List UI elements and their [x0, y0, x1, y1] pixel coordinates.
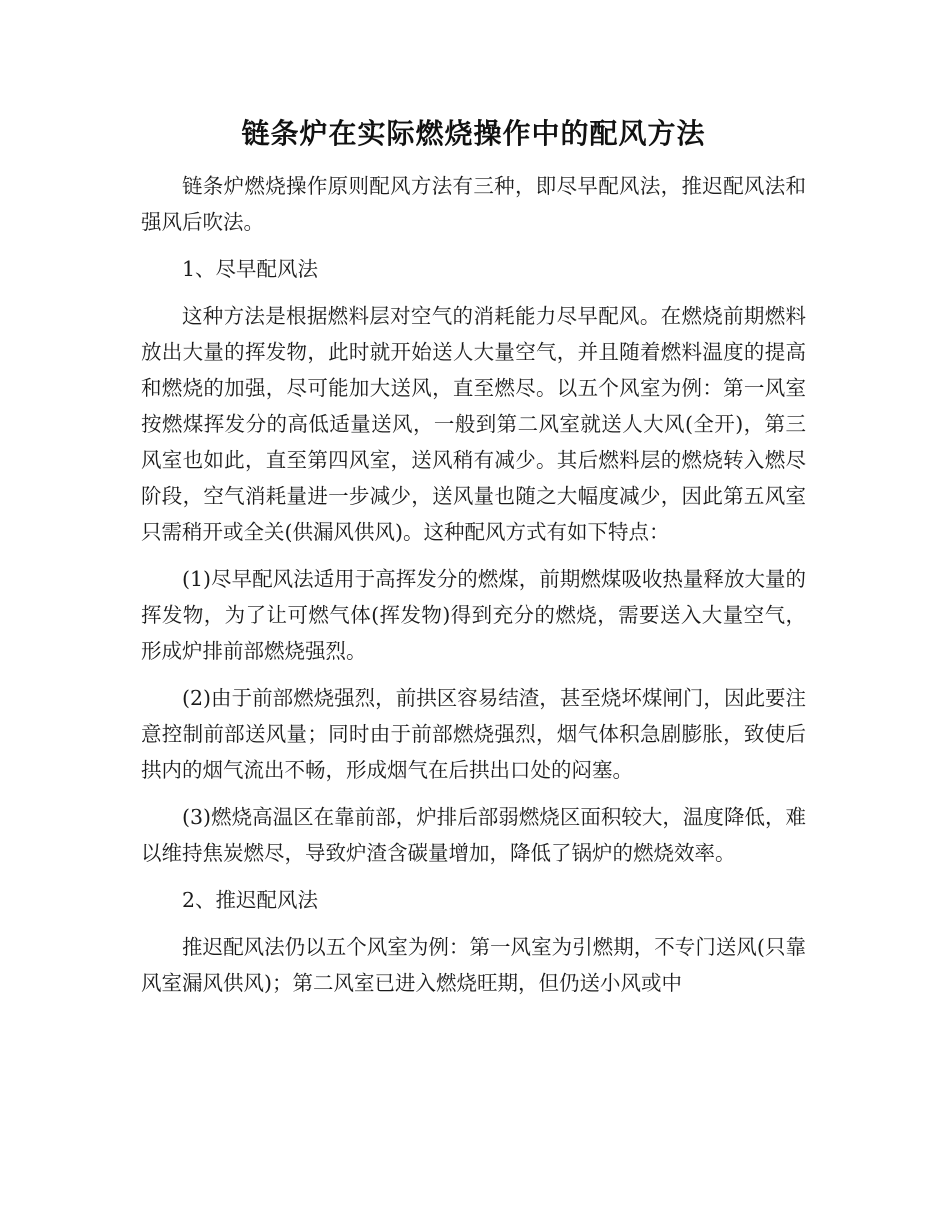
intro-paragraph: 链条炉燃烧操作原则配风方法有三种，即尽早配风法，推迟配风法和强风后吹法。 [141, 174, 806, 234]
feature-point-1: (1)尽早配风法适用于高挥发分的燃煤，前期燃煤吸收热量释放大量的挥发物，为了让可燃气体(挥发物)得到充分的燃烧，需要送入大量空气，形成炉排前部燃烧强烈。 [141, 567, 806, 663]
section-heading-delayed-air: 2、推迟配风法 [182, 888, 319, 912]
feature-point-3: (3)燃烧高温区在靠前部，炉排后部弱燃烧区面积较大，温度降低，难以维持焦炭燃尽，导致炉渣含碳量增加，降低了锅炉的燃烧效率。 [141, 805, 806, 865]
section-heading-early-air: 1、尽早配风法 [182, 257, 319, 281]
document-content [141, 112, 806, 1012]
document-title: 链条炉在实际燃烧操作中的配风方法 [241, 117, 706, 150]
section-body-early-air: 这种方法是根据燃料层对空气的消耗能力尽早配风。在燃烧前期燃料放出大量的挥发物，此时就开始送人大量空气，并且随着燃料温度的提高和燃烧的加强，尽可能加大送风，直至燃尽。以五个风室为例：第一风室按燃煤挥发分的高低适量送风，一般到第二风室就送人大风(全开)，第三风室也如此，直至第四风室，送风稍有减少。其后燃料层的燃烧转入燃尽阶段，空气消耗量进一步减少，送风量也随之大幅度减少，因此第五风室只需稍开或全关(供漏风供风)。这种配风方式有如下特点： [141, 304, 806, 544]
section-body-delayed-air: 推迟配风法仍以五个风室为例：第一风室为引燃期，不专门送风(只靠风室漏风供风)；第二风室已进入燃烧旺期，但仍送小风或中 [141, 935, 806, 995]
feature-point-2: (2)由于前部燃烧强烈，前拱区容易结渣，甚至烧坏煤闸门，因此要注意控制前部送风量；同时由于前部燃烧强烈，烟气体积急剧膨胀，致使后拱内的烟气流出不畅，形成烟气在后拱出口处的闷塞。 [141, 686, 806, 782]
